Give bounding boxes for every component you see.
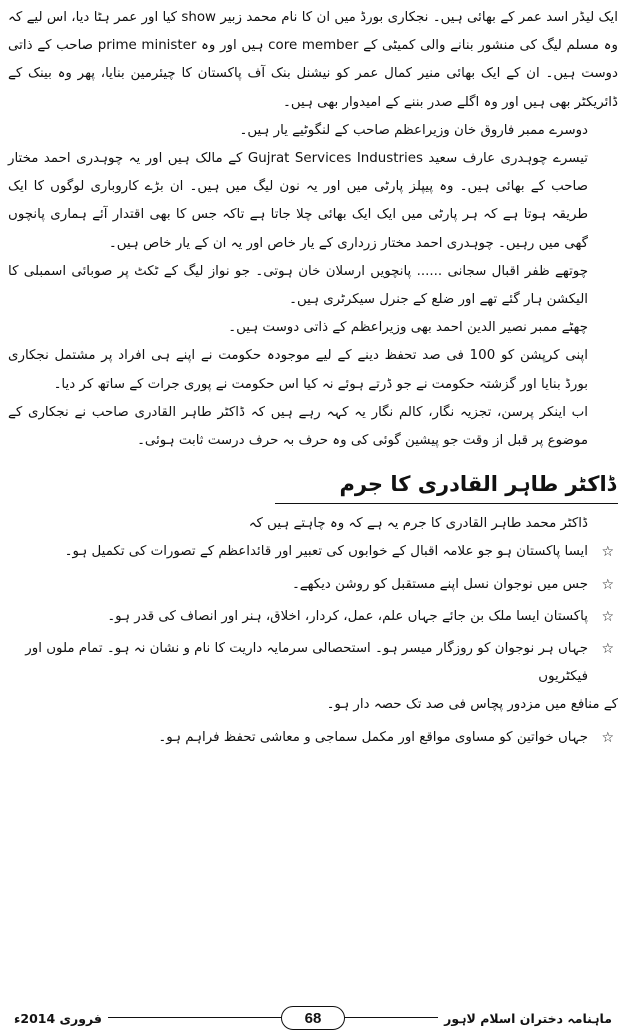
list-item-text: جہاں خواتین کو مساوی مواقع اور مکمل سماجی و معاشی تحفظ فراہم ہو۔	[158, 729, 588, 745]
paragraph-second-member: دوسرے ممبر فاروق خان وزیراعظم صاحب کے لنگوٹیے یار ہیں۔	[239, 122, 588, 138]
star-icon: ☆	[601, 608, 614, 625]
paragraph-prediction: اب اینکر پرسن، تجزیہ نگار، کالم نگار یہ کہہ رہے ہیں کہ ڈاکٹر طاہر القادری صاحب نے نجکاری کے موضوع پر قبل از وقت جو پیشین گوئی کی وہ حرف بہ حرف درست ثابت ہوئی۔	[8, 404, 588, 449]
list-item-text: جہاں ہر نوجوان کو روزگار میسر ہو۔ استحصالی سرمایہ داریت کا نام و نشان نہ ہو۔ تمام ملوں اور فیکٹریوں	[25, 641, 588, 685]
paragraph-sixth-member: چھٹے ممبر نصیر الدین احمد بھی وزیراعظم کے ذاتی دوست ہیں۔	[228, 320, 588, 336]
list-item-text: جس میں نوجوان نسل اپنے مستقبل کو روشن دیکھے۔	[291, 576, 588, 592]
section-heading-wrap	[8, 467, 618, 504]
page-number-badge	[281, 1006, 345, 1030]
star-icon: ☆	[601, 641, 614, 658]
paragraph-privatization-board: ایک لیڈر اسد عمر کے بھائی ہیں۔ نجکاری بورڈ میں ان کا نام محمد زبیر show کیا اور عمر ہٹا دیا، اس لیے کہ وہ مسلم لیگ کی منشور بنانے والی کمیٹی کے core member ہیں اور وہ prime minister صاحب کے ذاتی دوست ہیں۔ ان کے ایک بھائی منیر کمال عمر کو نیشنل بنک آف پاکستان کا چیئرمین بنایا، پھر وہ بینک کے ڈائریکٹر بھی ہیں اور وہ اگلے صدر بننے کے امیدوار بھی ہیں۔	[8, 10, 618, 110]
footer-date: فروری 2014ء	[8, 1011, 108, 1026]
list-item-text: ایسا پاکستان ہو جو علامہ اقبال کے خوابوں کی تعبیر اور قائداعظم کے تصورات کی تکمیل ہو۔	[64, 544, 588, 560]
list-item-text: پاکستان ایسا ملک بن جائے جہاں علم، عمل، کردار، اخلاق، ہنر اور انصاف کی قدر ہو۔	[107, 608, 588, 624]
page-number: 68	[304, 1009, 322, 1027]
paragraph-third-member: تیسرے چوہدری عارف سعید Gujrat Services Industries کے مالک ہیں اور یہ چوہدری احمد مختار صاحب کے بھائی ہیں۔ وہ پیپلز پارٹی میں اور یہ نون لیگ میں ہیں۔ ان بڑے کاروباری لوگوں کا ایک طریقہ ہوتا ہے کہ ہر پارٹی میں ایک ایک بھائی چلا جاتا ہے تاکہ جس کا بھی اقتدار آئے ہماری پانچوں گھی میں رہیں۔ چوہدری احمد مختار زرداری کے یار خاص اور یہ ان کے یار خاص ہیں۔	[8, 151, 588, 251]
article-body	[8, 4, 618, 455]
list-item	[8, 635, 618, 720]
star-icon: ☆	[601, 544, 614, 561]
paragraph-fourth-fifth-member: چوتھے ظفر اقبال سجانی ...... پانچویں ارسلان خان ہوتی۔ جو نواز لیگ کے ٹکٹ پر صوبائی اسمبلی کا الیکشن ہار گئے تھے اور ضلع کے جنرل سیکرٹری ہیں۔	[8, 263, 588, 308]
footer-magazine-name: ماہنامہ دختران اسلام لاہور	[438, 1011, 618, 1026]
paragraph-corruption: اپنی کرپشن کو 100 فی صد تحفظ دینے کے لیے موجودہ حکومت نے اپنے ہی افراد پر مشتمل نجکاری بورڈ بنایا اور گزشتہ حکومت نے جو ڈرتے ہوئے نہ کیا اس حکومت نے پوری جرات کے ساتھ کر دیا۔	[8, 348, 588, 392]
section-heading: ڈاکٹر طاہر القادری کا جرم	[275, 467, 618, 504]
list-item	[8, 571, 618, 599]
list-item-continuation: کے منافع میں مزدور پچاس فی صد تک حصہ دار ہو۔	[326, 697, 618, 713]
list-item	[8, 603, 618, 631]
page-footer	[8, 1006, 618, 1030]
star-icon: ☆	[601, 576, 614, 593]
star-icon: ☆	[601, 729, 614, 746]
demands-list	[8, 510, 618, 752]
list-intro: ڈاکٹر محمد طاہر القادری کا جرم یہ ہے کہ وہ چاہتے ہیں کہ	[248, 516, 588, 532]
list-item	[8, 724, 618, 752]
list-item	[8, 538, 618, 566]
